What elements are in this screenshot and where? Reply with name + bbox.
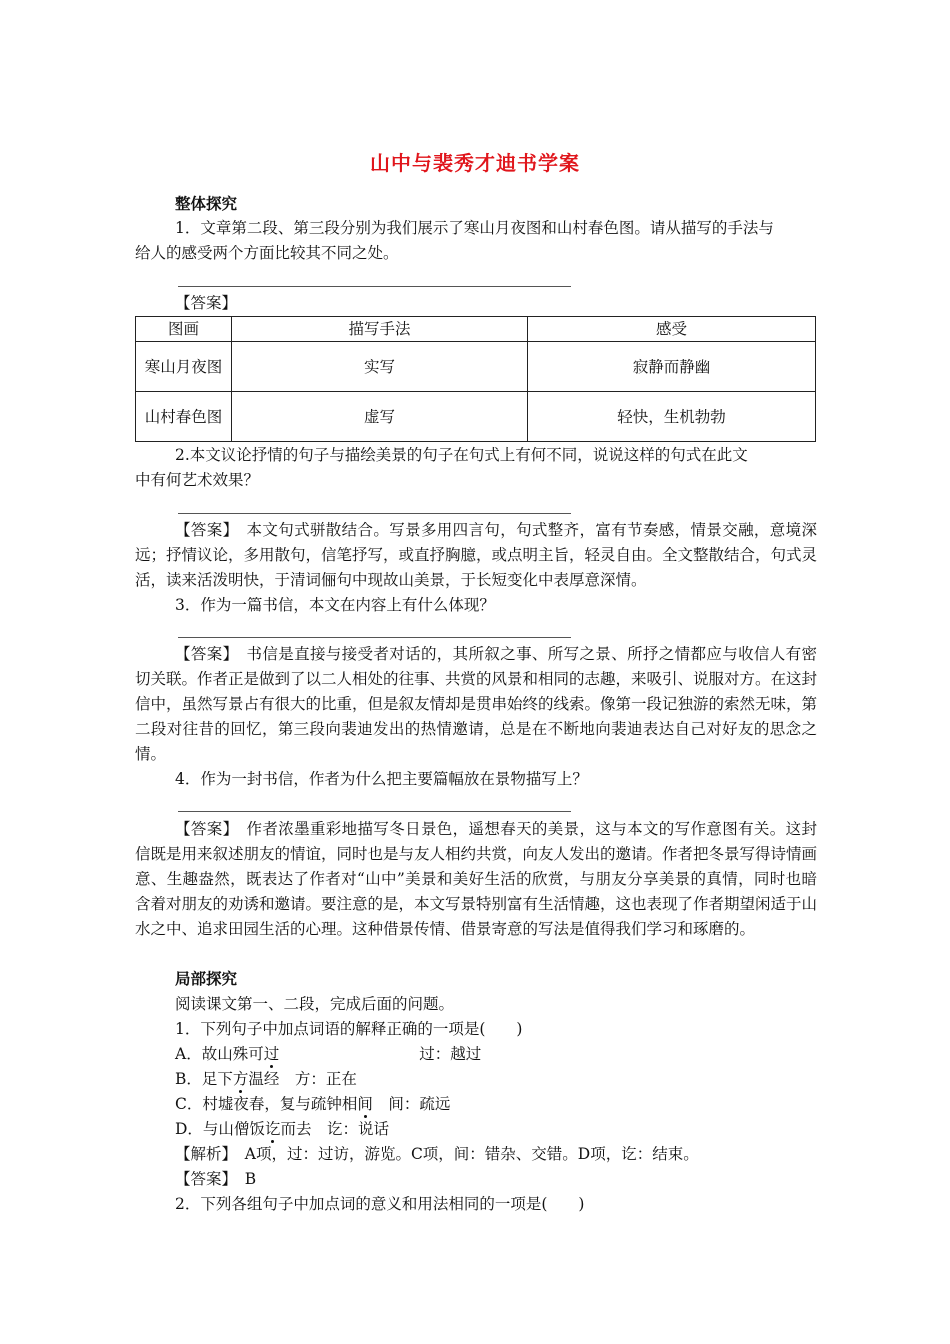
table-cell: 山村春色图 <box>136 392 232 442</box>
analysis-text: 【解析】 A项，过：过访，游览。C项，间：错杂、交错。D项，讫：结束。 <box>175 1145 699 1163</box>
option-c-text: C．村墟夜春，复与疏钟相 <box>175 1095 358 1113</box>
option-d-gloss: 而去 讫：说话 <box>280 1120 389 1138</box>
answer-3-text: 【答案】 书信是直接与接受者对话的，其所叙之事、所写之景、所抒之情都应与收信人有密切关联。作者正是做到了以二人相处的往事、共赏的风景和相同的志趣，来吸引、说服对方。在这封信中，虽然写景占有很大的比重，但是叙友情却是贯串始终的线索。像第一段记独游的索然无味，第二段对往昔的回忆，第三段向裴迪发出的热情邀请，总是在不断地向裴迪表达自己对好友的思念之情。 <box>135 645 818 763</box>
question-1-line-1: 1．文章第二段、第三段分别为我们展示了寒山月夜图和山村春色图。请从描写的手法与 <box>175 219 774 237</box>
option-c <box>175 1092 855 1117</box>
question-4: 4．作为一封书信，作者为什么把主要篇幅放在景物描写上？ <box>175 770 588 788</box>
question-2-line-2: 中有何艺术效果？ <box>135 471 260 489</box>
option-d <box>175 1117 855 1142</box>
section-heading-local: 局部探究 <box>175 970 238 988</box>
table-row <box>136 392 816 442</box>
option-a-text: A．故山殊可 <box>175 1045 264 1063</box>
table-cell: 轻快，生机勃勃 <box>528 392 816 442</box>
question-3: 3．作为一篇书信，本文在内容上有什么体现？ <box>175 596 495 614</box>
mc-question-2: 2．下列各组句子中加点词的意义和用法相同的一项是( ) <box>175 1195 585 1213</box>
dotted-word: 过 <box>263 1045 280 1063</box>
answer-4-text: 【答案】 作者浓墨重彩地描写冬日景色，遥想春天的美景，这与本文的写作意图有关。这封信既是用来叙述朋友的情谊，同时也是与友人相约共赏，向友人发出的邀请。作者把冬景写得诗情画意、生趣盎然，既表达了作者对“山中”美景和美好生活的欣赏，与朋友分享美景的真情，同时也暗含着对朋友的劝诱和邀请。要注意的是，本文写景特别富有生活情趣，这也表现了作者期望闲适于山水之中、追求田园生活的心理。这种借景传情、借景寄意的写法是值得我们学习和琢磨的。 <box>135 820 818 938</box>
question-2-line-1: 2.本文议论抒情的句子与描绘美景的句子在句式上有何不同，说说这样的句式在此文 <box>175 446 748 464</box>
page-title: 山中与裴秀才迪书学案 <box>370 151 580 175</box>
reading-instruction: 阅读课文第一、二段，完成后面的问题。 <box>175 995 455 1013</box>
answer-2-text: 【答案】 本文句式骈散结合。写景多用四言句，句式整齐，富有节奏感，情景交融，意境深远；抒情议论，多用散句，信笔抒写，或直抒胸臆，或点明主旨，轻灵自由。全文整散结合，句式灵活，读来活泼明快，于清词俪句中现故山美景，于长短变化中表厚意深情。 <box>135 521 818 589</box>
answer-blank-line <box>178 811 571 812</box>
answer-blank-line <box>178 637 571 638</box>
answer-blank-line <box>178 513 571 514</box>
mc-question-1: 1．下列句子中加点词语的解释正确的一项是( ) <box>175 1020 523 1038</box>
table-cell: 虚写 <box>232 392 528 442</box>
table-header-row <box>136 317 816 342</box>
question-1-line-2: 给人的感受两个方面比较其不同之处。 <box>135 244 399 262</box>
dotted-word: 间 <box>357 1095 373 1113</box>
table-header-cell: 描写手法 <box>232 317 528 342</box>
option-b <box>175 1067 855 1092</box>
comparison-table <box>135 316 816 442</box>
table-header-cell: 感受 <box>528 317 816 342</box>
section-heading-overall: 整体探究 <box>175 195 238 213</box>
dotted-word: 方 <box>232 1070 249 1088</box>
table-cell: 寂静而静幽 <box>528 342 816 392</box>
option-a <box>175 1042 855 1067</box>
answer-label: 【答案】 <box>175 294 238 312</box>
option-d-text: D．与山僧饭 <box>175 1120 265 1138</box>
option-a-gloss: 过：越过 <box>419 1045 482 1063</box>
option-b-gloss: 温经 方：正在 <box>248 1070 357 1088</box>
mc-1-answer: 【答案】 B <box>175 1170 257 1188</box>
dotted-word: 讫 <box>264 1120 281 1138</box>
table-header-cell: 图画 <box>136 317 232 342</box>
table-cell: 寒山月夜图 <box>136 342 232 392</box>
table-row <box>136 342 816 392</box>
table-cell: 实写 <box>232 342 528 392</box>
option-b-text: B．足下 <box>175 1070 233 1088</box>
answer-blank-line <box>178 286 571 287</box>
option-c-gloss: 间：疏远 <box>372 1095 451 1113</box>
